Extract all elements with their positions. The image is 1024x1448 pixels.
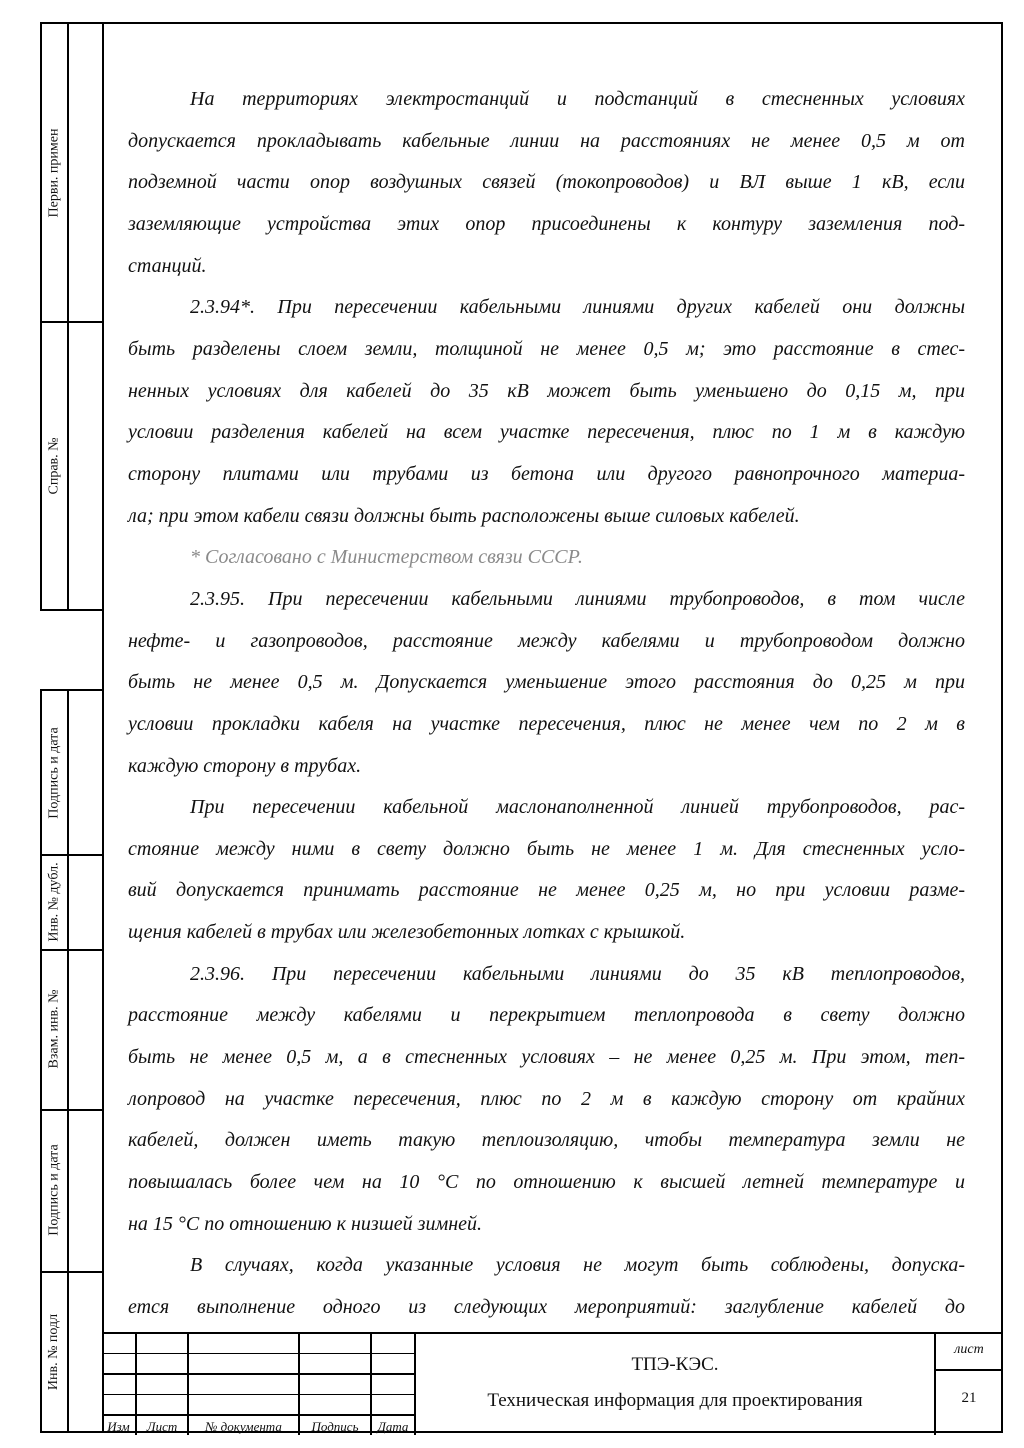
paragraph — [128, 579, 965, 787]
text-line: каждую сторону в трубах. — [128, 754, 362, 777]
side-label-reference-no: Справ. № — [46, 437, 62, 495]
text-line: быть разделены слоем земли, толщиной не менее 0,5 м; это расстояние в стес- — [128, 337, 965, 360]
text-line: щения кабелей в трубах или железобетонных лотках с крышкой. — [128, 921, 686, 944]
text-line: вий допускается принимать расстояние не менее 0,25 м, но при условии разме- — [128, 879, 965, 902]
text-line: условии прокладки кабеля на участке пересечения, плюс не менее чем по 2 м в — [128, 712, 965, 735]
paragraph — [128, 954, 965, 1246]
text-line: расстояние между кабелями и перекрытием теплопровода в свету должно — [128, 1004, 965, 1027]
text-line: подземной части опор воздушных связей (токопроводов) и ВЛ выше 1 кВ, если — [128, 171, 965, 194]
text-line: 2.3.95. При пересечении кабельными линиями трубопроводов, в том числе — [190, 587, 965, 610]
text-line: 2.3.94*. При пересечении кабельными линиями других кабелей они должны — [190, 296, 965, 319]
side-label-signature-date-2: Подпись и дата — [46, 1144, 62, 1236]
text-line: В случаях, когда указанные условия не могут быть соблюдены, допуска- — [190, 1254, 965, 1277]
text-line: допускается прокладывать кабельные линии на расстояниях не менее 0,5 м от — [128, 129, 965, 152]
text-line: сторону плитами или трубами из бетона или другого равнопрочного материа- — [128, 462, 965, 485]
text-line: кабелей, должен иметь такую теплоизоляцию, чтобы температура земли не — [128, 1129, 965, 1152]
document-body — [128, 79, 965, 1329]
text-line: * Согласовано с Министерством связи СССР. — [190, 546, 583, 569]
text-line: ненных условиях для кабелей до 35 кВ может быть уменьшено до 0,15 м, при — [128, 379, 965, 402]
text-line: ется выполнение одного из следующих мероприятий: заглубление кабелей до — [128, 1296, 965, 1319]
text-line: условии разделения кабелей на всем участке пересечения, плюс по 1 м в каждую — [128, 421, 965, 444]
column-label-signature: Подпись — [311, 1419, 359, 1434]
side-label-original-inv-no: Инв. № подл — [46, 1313, 62, 1391]
column-label-change: Изм — [107, 1419, 130, 1434]
text-line: При пересечении кабельной маслонаполненной линией трубопроводов, рас- — [190, 796, 965, 819]
side-label-signature-date: Подпись и дата — [46, 726, 62, 819]
text-line: станций. — [128, 254, 207, 277]
text-line: быть не менее 0,5 м. Допускается уменьшение этого расстояния до 0,25 м при — [128, 671, 965, 694]
text-line: лопровод на участке пересечения, плюс по 2 м в каждую сторону от крайних — [128, 1087, 965, 1110]
document-code: ТПЭ-КЭС. — [631, 1354, 719, 1375]
text-line: на 15 °С по отношению к низшей зимней. — [128, 1212, 483, 1235]
side-label-replace-inv-no: Взам. инв. № — [46, 989, 62, 1069]
text-line: стояние между ними в свету должно быть не менее 1 м. Для стесненных усло- — [128, 837, 965, 860]
text-line: На территориях электростанций и подстанций в стесненных условиях — [190, 88, 965, 110]
paragraph — [128, 79, 965, 287]
paragraph — [128, 287, 965, 537]
column-label-date: Дата — [377, 1419, 409, 1434]
text-line: 2.3.96. При пересечении кабельными линиями до 35 кВ теплопроводов, — [190, 962, 965, 985]
column-label-document-no: № документа — [205, 1419, 282, 1434]
text-line: ла; при этом кабели связи должны быть расположены выше силовых кабелей. — [128, 504, 800, 527]
paragraph — [128, 1245, 965, 1328]
side-label-dup-inv-no: Инв. № дубл. — [46, 861, 62, 942]
side-strip-lower — [40, 689, 104, 1433]
side-label-first-use: Перви. примен — [46, 128, 62, 217]
document-title: Техническая информация для проектирования — [487, 1390, 863, 1411]
footnote — [128, 537, 965, 579]
text-line: повышалась более чем на 10 °С по отношению к высшей летней температуре и — [128, 1171, 965, 1194]
sheet-label: лист — [954, 1342, 984, 1357]
paragraph — [128, 787, 965, 954]
text-line: заземляющие устройства этих опор присоединены к контуру заземления под- — [128, 212, 965, 235]
text-line: нефте- и газопроводов, расстояние между кабелями и трубопроводом должно — [128, 629, 965, 652]
title-block — [102, 1332, 1003, 1433]
column-label-sheet: Лист — [146, 1419, 178, 1434]
side-strip-upper — [40, 22, 104, 611]
sheet-number: 21 — [961, 1390, 977, 1406]
text-line: быть не менее 0,5 м, а в стесненных условиях – не менее 0,25 м. При этом, теп- — [128, 1046, 965, 1069]
